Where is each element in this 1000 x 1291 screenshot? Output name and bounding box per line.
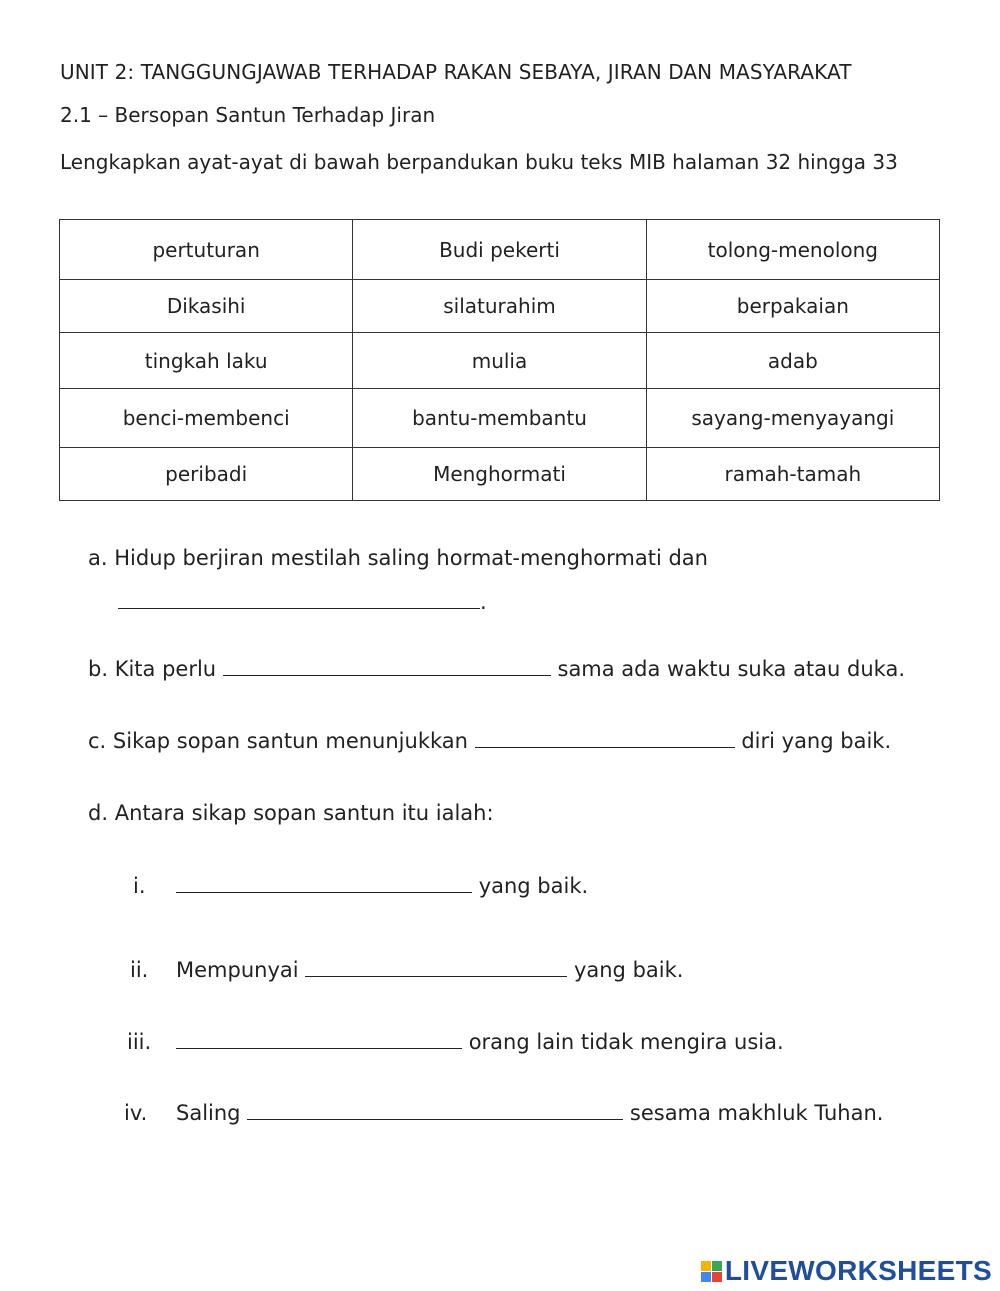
word-bank-cell: benci-membenci bbox=[60, 389, 353, 448]
answer-blank[interactable] bbox=[305, 975, 567, 977]
word-bank-cell: silaturahim bbox=[353, 280, 646, 333]
word-bank-cell: adab bbox=[646, 333, 939, 389]
question-text: Sikap sopan santun menunjukkan bbox=[112, 729, 468, 753]
question-end: . bbox=[480, 590, 487, 614]
instruction-text: Lengkapkan ayat-ayat di bawah berpandukan buku teks MIB halaman 32 hingga 33 bbox=[60, 150, 898, 174]
unit-title: UNIT 2: TANGGUNGJAWAB TERHADAP RAKAN SEBAYA, JIRAN DAN MASYARAKAT bbox=[60, 60, 852, 84]
question-a bbox=[88, 546, 708, 570]
logo-tile bbox=[701, 1261, 711, 1271]
sub-item-number: iv. bbox=[124, 1101, 148, 1125]
word-bank-cell: Budi pekerti bbox=[353, 220, 646, 280]
question-a-answer-line bbox=[118, 590, 487, 614]
question-label: d. bbox=[88, 801, 109, 825]
question-b bbox=[88, 657, 905, 681]
sub-item-text: yang baik. bbox=[573, 958, 684, 982]
word-bank-row bbox=[60, 448, 940, 501]
word-bank-table bbox=[59, 219, 940, 501]
sub-item-text: sesama makhluk Tuhan. bbox=[629, 1101, 884, 1125]
word-bank-cell: bantu-membantu bbox=[353, 389, 646, 448]
logo-tile bbox=[712, 1272, 722, 1282]
word-bank-cell: tingkah laku bbox=[60, 333, 353, 389]
word-bank-row bbox=[60, 333, 940, 389]
word-bank-cell: Dikasihi bbox=[60, 280, 353, 333]
question-text: sama ada waktu suka atau duka. bbox=[557, 657, 905, 681]
answer-blank[interactable] bbox=[247, 1118, 623, 1120]
question-label: b. bbox=[88, 657, 109, 681]
question-text: diri yang baik. bbox=[741, 729, 892, 753]
sub-item-iv bbox=[176, 1101, 883, 1125]
word-bank-row bbox=[60, 389, 940, 448]
answer-blank[interactable] bbox=[118, 607, 480, 609]
word-bank-cell: Menghormati bbox=[353, 448, 646, 501]
sub-item-number: ii. bbox=[130, 958, 149, 982]
sub-item-i bbox=[176, 874, 588, 898]
word-bank-cell: berpakaian bbox=[646, 280, 939, 333]
word-bank-row bbox=[60, 280, 940, 333]
logo-tile bbox=[712, 1261, 722, 1271]
word-bank-cell: pertuturan bbox=[60, 220, 353, 280]
sub-item-iii bbox=[176, 1030, 784, 1054]
answer-blank[interactable] bbox=[176, 891, 472, 893]
sub-item-number: i. bbox=[133, 874, 146, 898]
question-d bbox=[88, 801, 494, 825]
sub-item-text: yang baik. bbox=[478, 874, 589, 898]
word-bank-row bbox=[60, 220, 940, 280]
logo-tile bbox=[701, 1272, 711, 1282]
question-text: Hidup berjiran mestilah saling hormat-menghormati dan bbox=[114, 546, 708, 570]
sub-item-text: Mempunyai bbox=[176, 958, 299, 982]
answer-blank[interactable] bbox=[475, 746, 735, 748]
word-bank-cell: tolong-menolong bbox=[646, 220, 939, 280]
word-bank-cell: mulia bbox=[353, 333, 646, 389]
brand-name: LIVEWORKSHEETS bbox=[724, 1255, 992, 1286]
question-label: a. bbox=[88, 546, 108, 570]
word-bank-cell: peribadi bbox=[60, 448, 353, 501]
question-text: Kita perlu bbox=[114, 657, 217, 681]
answer-blank[interactable] bbox=[176, 1047, 462, 1049]
question-text: Antara sikap sopan santun itu ialah: bbox=[114, 801, 494, 825]
sub-item-text: Saling bbox=[176, 1101, 241, 1125]
sub-item-text: orang lain tidak mengira usia. bbox=[468, 1030, 784, 1054]
word-bank-cell: ramah-tamah bbox=[646, 448, 939, 501]
logo-grid-icon bbox=[701, 1261, 722, 1282]
section-title: 2.1 – Bersopan Santun Terhadap Jiran bbox=[60, 103, 436, 127]
word-bank-cell: sayang-menyayangi bbox=[646, 389, 939, 448]
question-c bbox=[88, 729, 891, 753]
answer-blank[interactable] bbox=[223, 674, 551, 676]
liveworksheets-logo bbox=[701, 1255, 992, 1287]
question-label: c. bbox=[88, 729, 107, 753]
sub-item-number: iii. bbox=[127, 1030, 152, 1054]
sub-item-ii bbox=[176, 958, 683, 982]
